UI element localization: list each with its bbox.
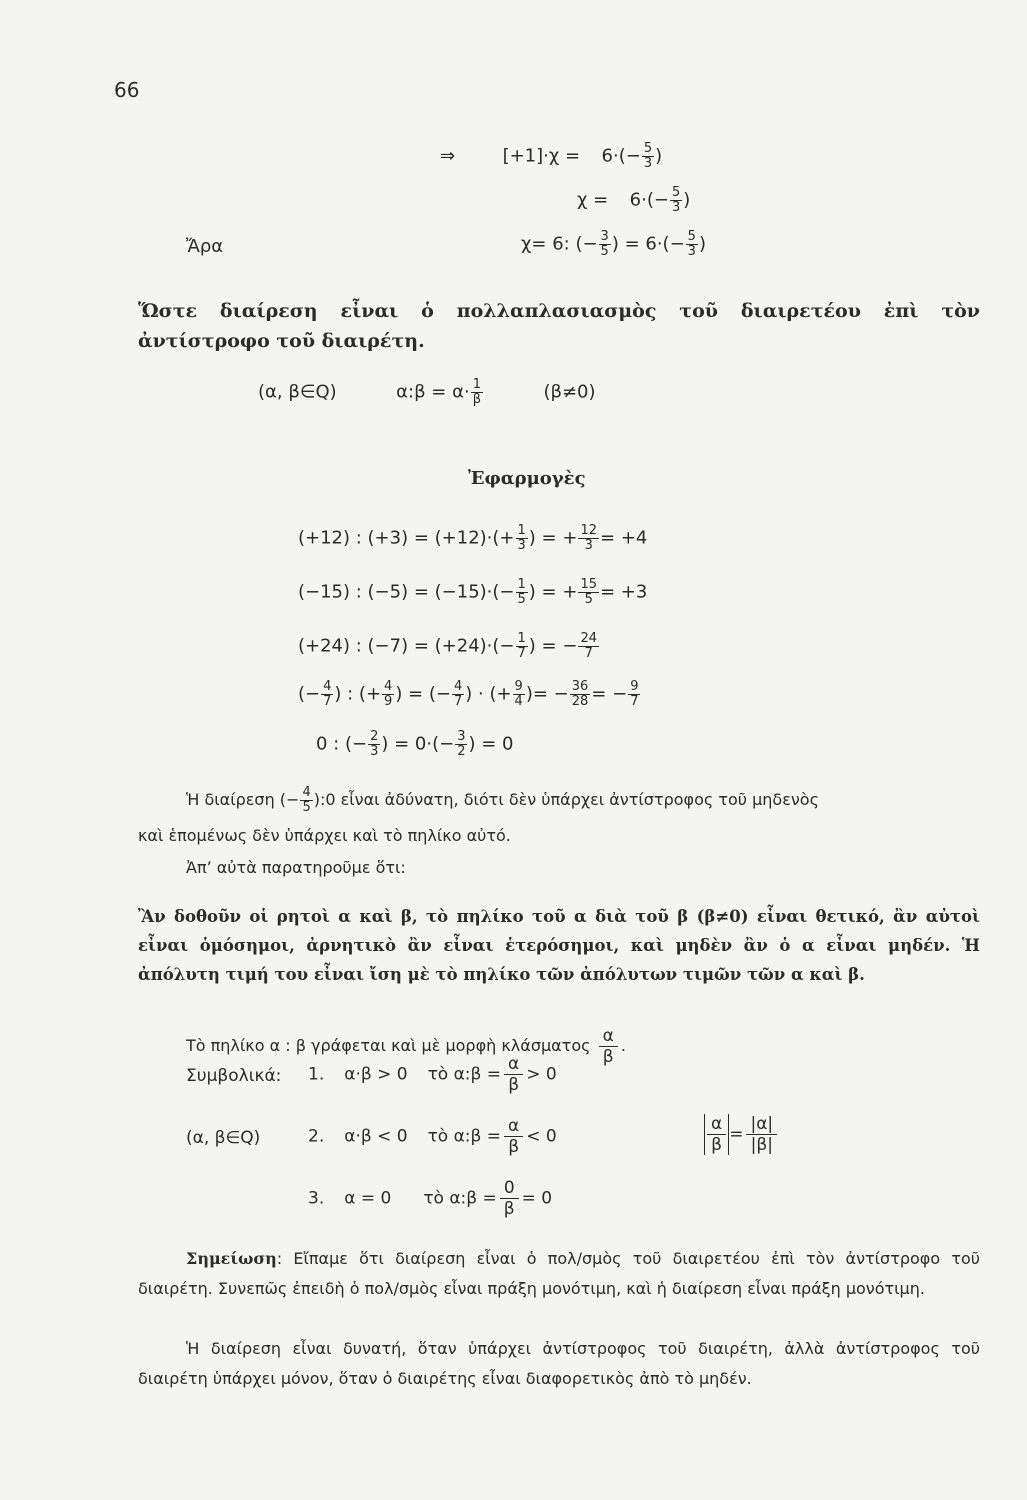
impossible-division-line-1: Ἡ διαίρεση (− $\frac{4}{5}$ ):0 εἶναι ἀδύνατη, διότι δὲν ὑπάρχει ἀντίστροφος τοῦ μηδενὸς — [186, 785, 819, 815]
note-text: : Εἴπαμε ὅτι διαίρεση εἶναι ὁ πολ/σμὸς τοῦ διαιρετέου ἐπὶ τὸν ἀντίστροφο τοῦ διαιρέτη. Συνεπῶς ἐπειδὴ ὁ πολ/σμὸς εἶναι πράξη μονότιμη, καὶ ἡ διαίρεση εἶναι πράξη μονότιμη. — [138, 1249, 980, 1298]
absolute-value-identity: $\frac{\alpha}{\beta}$ = $\frac{|\alpha|}{|\beta|}$ — [704, 1114, 780, 1155]
fraction-3-5: $\frac{3}{5}$ — [600, 229, 609, 259]
example-3: (+24) : (−7) = (+24)·(− $\frac{1}{7}$ ) = − $\frac{24}{7}$ — [298, 631, 597, 661]
derivation-line-3: χ= 6: (− $\frac{3}{5}$ ) = 6·(− $\frac{5}{3}$ ) — [521, 229, 706, 259]
fraction-form-line: Τὸ πηλίκο α : β γράφεται καὶ μὲ μορφὴ κλάσματος $\frac{\alpha}{\beta}$ . — [186, 1026, 626, 1067]
definition-formula — [258, 378, 596, 407]
case-1: 1. α·β > 0 τὸ α:β = $\frac{\alpha}{\beta}$ > 0 — [308, 1054, 557, 1095]
example-5: 0 : (− $\frac{2}{3}$ ) = 0·(− $\frac{3}{2}$ ) = 0 — [316, 729, 514, 759]
example-2: (−15) : (−5) = (−15)·(− $\frac{1}{5}$ ) = + $\frac{15}{5}$ = +3 — [298, 577, 648, 607]
line1-lhs: [+1]·χ = — [502, 145, 581, 167]
theorem-statement: Ἂν δοθοῦν οἱ ρητοὶ α καὶ β, τὸ πηλίκο τοῦ α διὰ τοῦ β (β≠0) εἶναι θετικό, ἂν αὐτοὶ εἶναι ὁμόσημοι, ἀρνητικὸ ἂν εἶναι ἑτερόσημοι, καὶ μηδὲν ἂν ὁ α εἶναι μηδέν. Ἡ ἀπόλυτη τιμή του εἶναι ἴση μὲ τὸ πηλίκο τῶν ἀπόλυτων τιμῶν τῶν α καὶ β. — [138, 907, 980, 984]
fraction-5-3: $\frac{5}{3}$ — [687, 229, 696, 259]
impossible-division-line-2: καὶ ἑπομένως δὲν ὑπάρχει καὶ τὸ πηλίκο αὐτό. — [138, 826, 511, 845]
definition-condition: (β≠0) — [543, 381, 596, 403]
derivation-line-2: χ = 6·(− $\frac{5}{3}$ ) — [577, 185, 691, 215]
ara-label: Ἄρα — [186, 236, 224, 257]
symbolic-domain: (α, β∈Q) — [186, 1128, 261, 1148]
line2-rhs: 6·(− — [629, 189, 669, 211]
line1-rhs: 6·(− — [601, 145, 641, 167]
applications-title: Ἐφαρμογὲς — [468, 468, 586, 489]
page-number: 66 — [114, 78, 140, 102]
abs-fraction: $\frac{\alpha}{\beta}$ — [704, 1114, 729, 1155]
closing-paragraph: Ἡ διαίρεση εἶναι δυνατή, ὅταν ὑπάρχει ἀντίστροφος τοῦ διαιρέτη, ἀλλὰ ἀντίστροφος τοῦ διαιρέτη ὑπάρχει μόνον, ὅταν ὁ διαιρέτης εἶναι διαφορετικὸς ἀπὸ τὸ μηδέν. — [138, 1339, 980, 1388]
derivation-line-1: ⇒ [+1]·χ = 6·(− $\frac{5}{3}$ ) — [440, 141, 663, 171]
fraction-1-beta: $\frac{1}{\beta}$ — [472, 377, 481, 407]
symbolic-label: Συμβολικά: — [186, 1066, 282, 1086]
observe-line: Ἀπ’ αὐτὰ παρατηροῦμε ὅτι: — [186, 858, 406, 877]
note-label: Σημείωση — [186, 1249, 277, 1268]
fraction-5-3: $\frac{5}{3}$ — [671, 185, 681, 215]
example-1: (+12) : (+3) = (+12)·(+ $\frac{1}{3}$ ) = + $\frac{12}{3}$ = +4 — [298, 523, 648, 553]
line2-lhs: χ = — [577, 189, 609, 211]
case-3: 3. α = 0 τὸ α:β = $\frac{0}{\beta}$ = 0 — [308, 1178, 553, 1219]
fraction-5-3: $\frac{5}{3}$ — [643, 141, 653, 171]
note-paragraph — [138, 1244, 980, 1304]
rule-statement: Ὥστε διαίρεση εἶναι ὁ πολλαπλασιασμὸς τοῦ διαιρετέου ἐπὶ τὸν ἀντίστροφο τοῦ διαιρέτη. — [138, 300, 980, 352]
example-4: (− $\frac{4}{7}$ ) : (+ $\frac{4}{9}$ ) = (− $\frac{4}{7}$ ) · (+ $\frac{9}{4}$ )= − $\frac{36}{28}$ = − $\frac{9}{7}$ — [298, 679, 639, 709]
case-2: 2. α·β < 0 τὸ α:β = $\frac{\alpha}{\beta}$ < 0 — [308, 1116, 557, 1157]
definition-domain: (α, β∈Q) — [258, 381, 337, 403]
definition-lhs: α:β = α· — [396, 381, 470, 403]
implies-arrow: ⇒ — [440, 145, 456, 167]
